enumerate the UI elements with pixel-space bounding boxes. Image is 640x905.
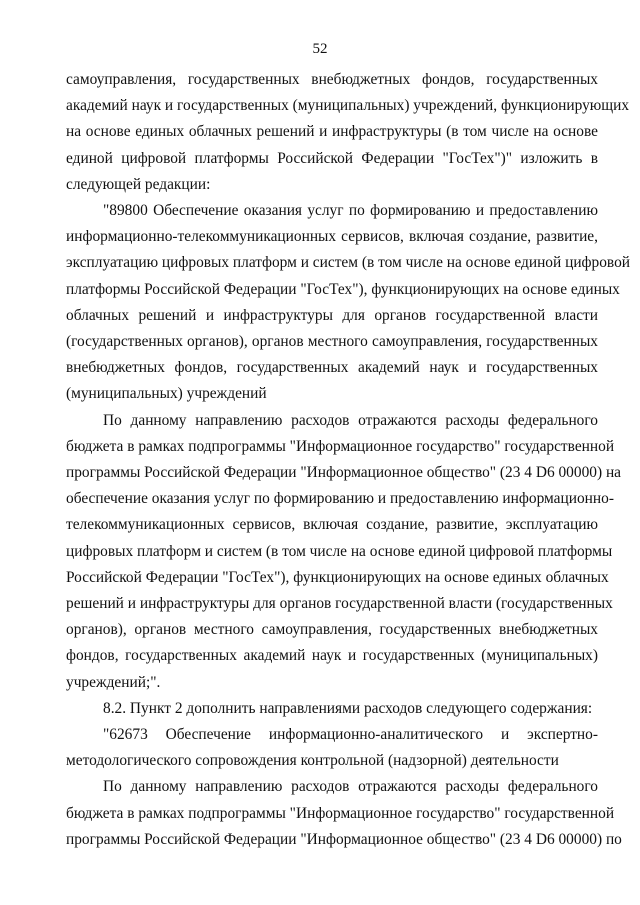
text-line: академий наук и государственных (муниципальных) учреждений, функционирующих xyxy=(66,97,630,115)
text-line: на основе единых облачных решений и инфраструктуры (в том числе на основе xyxy=(66,123,598,141)
text-line: эксплуатацию цифровых платформ и систем (в том числе на основе единой цифровой xyxy=(66,254,631,272)
paragraph-5 xyxy=(66,722,598,774)
text-line: "62673 Обеспечение информационно-аналитического и экспертно- xyxy=(103,726,598,744)
text-line: программы Российской Федерации "Информационное общество" (23 4 D6 00000) по xyxy=(66,830,622,848)
text-line: бюджета в рамках подпрограммы "Информационное государство" государственной xyxy=(66,804,615,822)
text-line: платформы Российской Федерации "ГосТех"), функционирующих на основе единых xyxy=(66,280,620,298)
text-line: (муниципальных) учреждений xyxy=(66,385,267,403)
text-line: фондов, государственных академий наук и государственных (муниципальных) xyxy=(66,647,598,665)
text-line: облачных решений и инфраструктуры для органов государственной власти xyxy=(66,306,598,324)
text-line: самоуправления, государственных внебюджетных фондов, государственных xyxy=(66,71,598,88)
text-line: решений и инфраструктуры для органов государственной власти (государственных xyxy=(66,595,613,613)
paragraph-4 xyxy=(66,696,598,722)
text-line: 8.2. Пункт 2 дополнить направлениями расходов следующего содержания: xyxy=(103,699,593,717)
paragraph-2 xyxy=(66,198,631,408)
page-number: 52 xyxy=(312,41,328,57)
text-line: внебюджетных фондов, государственных академий наук и государственных xyxy=(66,359,598,377)
text-line: учреждений;". xyxy=(66,673,161,691)
text-line: информационно-телекоммуникационных сервисов, включая создание, развитие, xyxy=(66,228,598,246)
paragraph-3 xyxy=(66,408,622,696)
text-line: (государственных органов), органов местного самоуправления, государственных xyxy=(66,333,598,351)
text-line: По данному направлению расходов отражаются расходы федерального xyxy=(103,778,598,796)
text-line: цифровых платформ и систем (в том числе на основе единой цифровой платформы xyxy=(66,542,613,560)
text-line: программы Российской Федерации "Информационное общество" (23 4 D6 00000) на xyxy=(66,464,622,482)
text-line: органов), органов местного самоуправления, государственных внебюджетных xyxy=(66,621,598,639)
document-body xyxy=(66,67,631,853)
text-line: методологического сопровождения контрольной (надзорной) деятельности xyxy=(66,752,559,770)
text-line: следующей редакции: xyxy=(66,175,211,193)
text-line: бюджета в рамках подпрограммы "Информационное государство" государственной xyxy=(66,437,615,455)
paragraph-6 xyxy=(66,774,622,853)
text-line: "89800 Обеспечение оказания услуг по формированию и предоставлению xyxy=(103,202,598,220)
text-line: По данному направлению расходов отражаются расходы федерального xyxy=(103,411,598,429)
text-line: обеспечение оказания услуг по формированию и предоставлению информационно- xyxy=(66,490,614,508)
text-line: единой цифровой платформы Российской Федерации "ГосТех")" изложить в xyxy=(66,149,598,167)
text-line: Российской Федерации "ГосТех"), функционирующих на основе единых облачных xyxy=(66,568,609,586)
paragraph-1 xyxy=(66,67,630,198)
text-line: телекоммуникационных сервисов, включая создание, развитие, эксплуатацию xyxy=(66,516,598,534)
